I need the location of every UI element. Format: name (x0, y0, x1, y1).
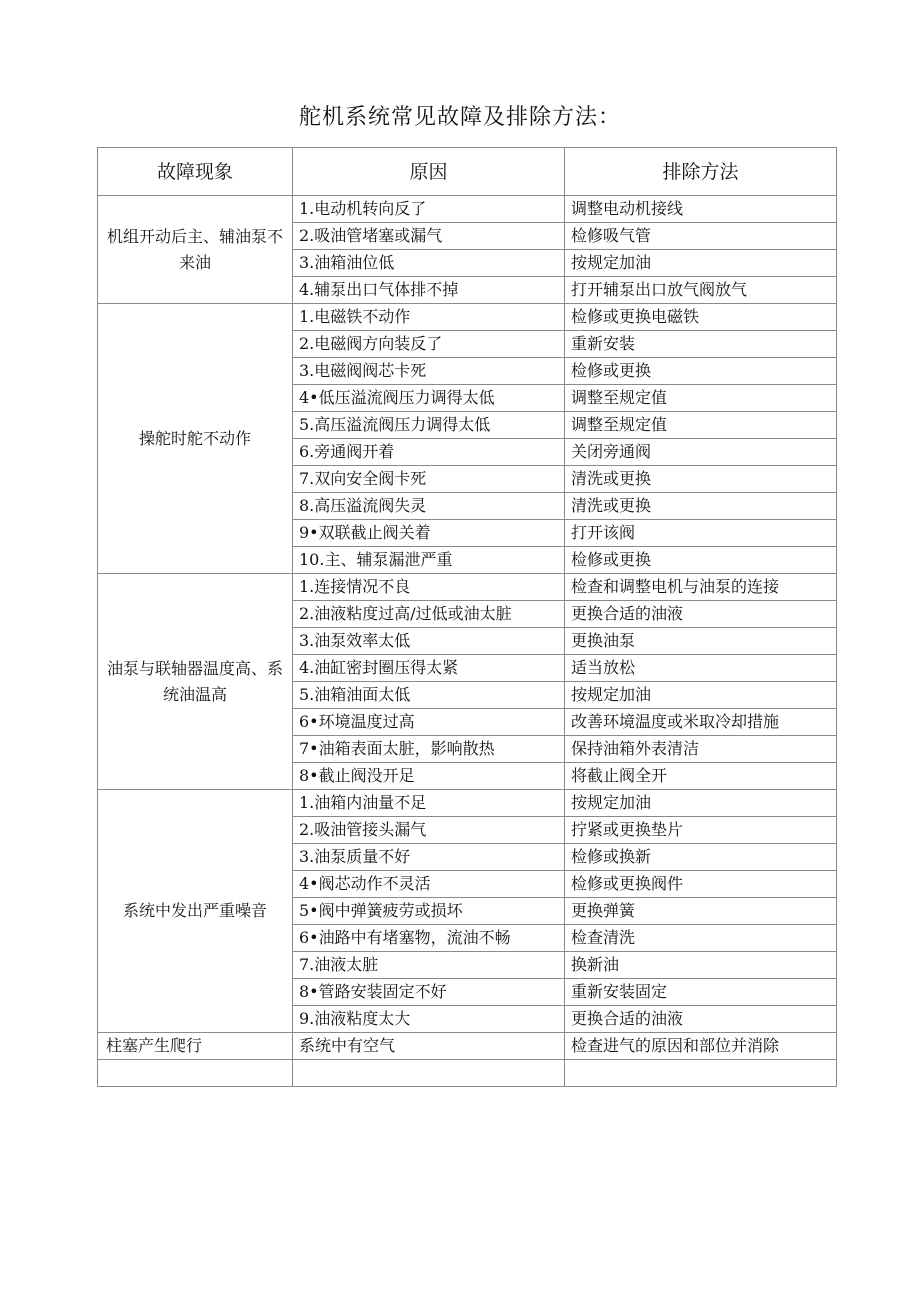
cause-cell: 3.油箱油位低 (293, 250, 565, 277)
table-header-row (98, 148, 837, 196)
remedy-cell: 调整至规定值 (565, 412, 837, 439)
remedy-cell: 检修或换新 (565, 844, 837, 871)
page-title: 舵机系统常见故障及排除方法： (298, 105, 621, 130)
fault-symptom-cell: 柱塞产生爬行 (98, 1033, 293, 1060)
table-row (98, 304, 837, 331)
remedy-cell: 调整至规定值 (565, 385, 837, 412)
cause-cell: 1.电动机转向反了 (293, 196, 565, 223)
cause-cell: 7.双向安全阀卡死 (293, 466, 565, 493)
cause-cell: 5.高压溢流阀压力调得太低 (293, 412, 565, 439)
cause-cell: 8•管路安装固定不好 (293, 979, 565, 1006)
table-row (98, 790, 837, 817)
remedy-cell: 关闭旁通阀 (565, 439, 837, 466)
remedy-cell: 调整电动机接线 (565, 196, 837, 223)
remedy-cell: 换新油 (565, 952, 837, 979)
remedy-cell: 打开辅泵出口放气阀放气 (565, 277, 837, 304)
remedy-cell: 检修或更换阀件 (565, 871, 837, 898)
cause-cell: 5.油箱油面太低 (293, 682, 565, 709)
cause-cell: 8.高压溢流阀失灵 (293, 493, 565, 520)
cause-cell: 9.油液粘度太大 (293, 1006, 565, 1033)
remedy-cell: 将截止阀全开 (565, 763, 837, 790)
remedy-cell: 清洗或更换 (565, 493, 837, 520)
cause-cell: 1.电磁铁不动作 (293, 304, 565, 331)
remedy-cell: 按规定加油 (565, 682, 837, 709)
remedy-cell: 适当放松 (565, 655, 837, 682)
fault-symptom-cell: 机组开动后主、辅油泵不来油 (98, 196, 293, 304)
remedy-cell: 重新安装 (565, 331, 837, 358)
remedy-cell: 更换弹簧 (565, 898, 837, 925)
table-row (98, 1033, 837, 1060)
fault-symptom-cell: 系统中发出严重噪音 (98, 790, 293, 1033)
cause-cell: 2.电磁阀方向装反了 (293, 331, 565, 358)
remedy-cell: 更换合适的油液 (565, 1006, 837, 1033)
table-body (98, 196, 837, 1087)
cause-cell: 10.主、辅泵漏泄严重 (293, 547, 565, 574)
cause-cell: 2.吸油管堵塞或漏气 (293, 223, 565, 250)
cause-cell: 3.油泵效率太低 (293, 628, 565, 655)
remedy-cell: 检修或更换 (565, 547, 837, 574)
table-row (98, 196, 837, 223)
cause-cell: 8•截止阀没开足 (293, 763, 565, 790)
cause-cell: 系统中有空气 (293, 1033, 565, 1060)
cause-cell: 1.油箱内油量不足 (293, 790, 565, 817)
remedy-cell: 检修或更换电磁铁 (565, 304, 837, 331)
remedy-cell: 按规定加油 (565, 790, 837, 817)
cause-cell: 2.油液粘度过高/过低或油太脏 (293, 601, 565, 628)
remedy-cell: 清洗或更换 (565, 466, 837, 493)
remedy-cell: 重新安装固定 (565, 979, 837, 1006)
remedy-cell: 更换合适的油液 (565, 601, 837, 628)
cause-cell: 9•双联截止阀关着 (293, 520, 565, 547)
cause-cell: 3.油泵质量不好 (293, 844, 565, 871)
remedy-cell: 保持油箱外表清洁 (565, 736, 837, 763)
table-row (98, 574, 837, 601)
cause-cell: 3.电磁阀阀芯卡死 (293, 358, 565, 385)
cause-cell: 4•阀芯动作不灵活 (293, 871, 565, 898)
cause-cell (293, 1060, 565, 1087)
header-cause: 原因 (293, 148, 565, 196)
cause-cell: 6•油路中有堵塞物，流油不畅 (293, 925, 565, 952)
remedy-cell: 拧紧或更换垫片 (565, 817, 837, 844)
cause-cell: 1.连接情况不良 (293, 574, 565, 601)
cause-cell: 7•油箱表面太脏，影响散热 (293, 736, 565, 763)
table-row (98, 1060, 837, 1087)
remedy-cell: 检查和调整电机与油泵的连接 (565, 574, 837, 601)
fault-symptom-cell: 油泵与联轴器温度高、系统油温高 (98, 574, 293, 790)
cause-cell: 4•低压溢流阀压力调得太低 (293, 385, 565, 412)
header-symptom: 故障现象 (98, 148, 293, 196)
cause-cell: 7.油液太脏 (293, 952, 565, 979)
remedy-cell: 检修或更换 (565, 358, 837, 385)
fault-table (97, 147, 837, 1087)
cause-cell: 5•阀中弹簧疲劳或损坏 (293, 898, 565, 925)
cause-cell: 6.旁通阀开着 (293, 439, 565, 466)
remedy-cell: 更换油泵 (565, 628, 837, 655)
cause-cell: 4.油缸密封圈压得太紧 (293, 655, 565, 682)
remedy-cell: 打开该阀 (565, 520, 837, 547)
cause-cell: 6•环境温度过高 (293, 709, 565, 736)
remedy-cell: 检查清洗 (565, 925, 837, 952)
remedy-cell (565, 1060, 837, 1087)
remedy-cell: 检修吸气管 (565, 223, 837, 250)
header-remedy: 排除方法 (565, 148, 837, 196)
fault-symptom-cell: 操舵时舵不动作 (98, 304, 293, 574)
fault-symptom-cell (98, 1060, 293, 1087)
remedy-cell: 改善环境温度或米取冷却措施 (565, 709, 837, 736)
remedy-cell: 检查进气的原因和部位并消除 (565, 1033, 837, 1060)
cause-cell: 4.辅泵出口气体排不掉 (293, 277, 565, 304)
remedy-cell: 按规定加油 (565, 250, 837, 277)
cause-cell: 2.吸油管接头漏气 (293, 817, 565, 844)
